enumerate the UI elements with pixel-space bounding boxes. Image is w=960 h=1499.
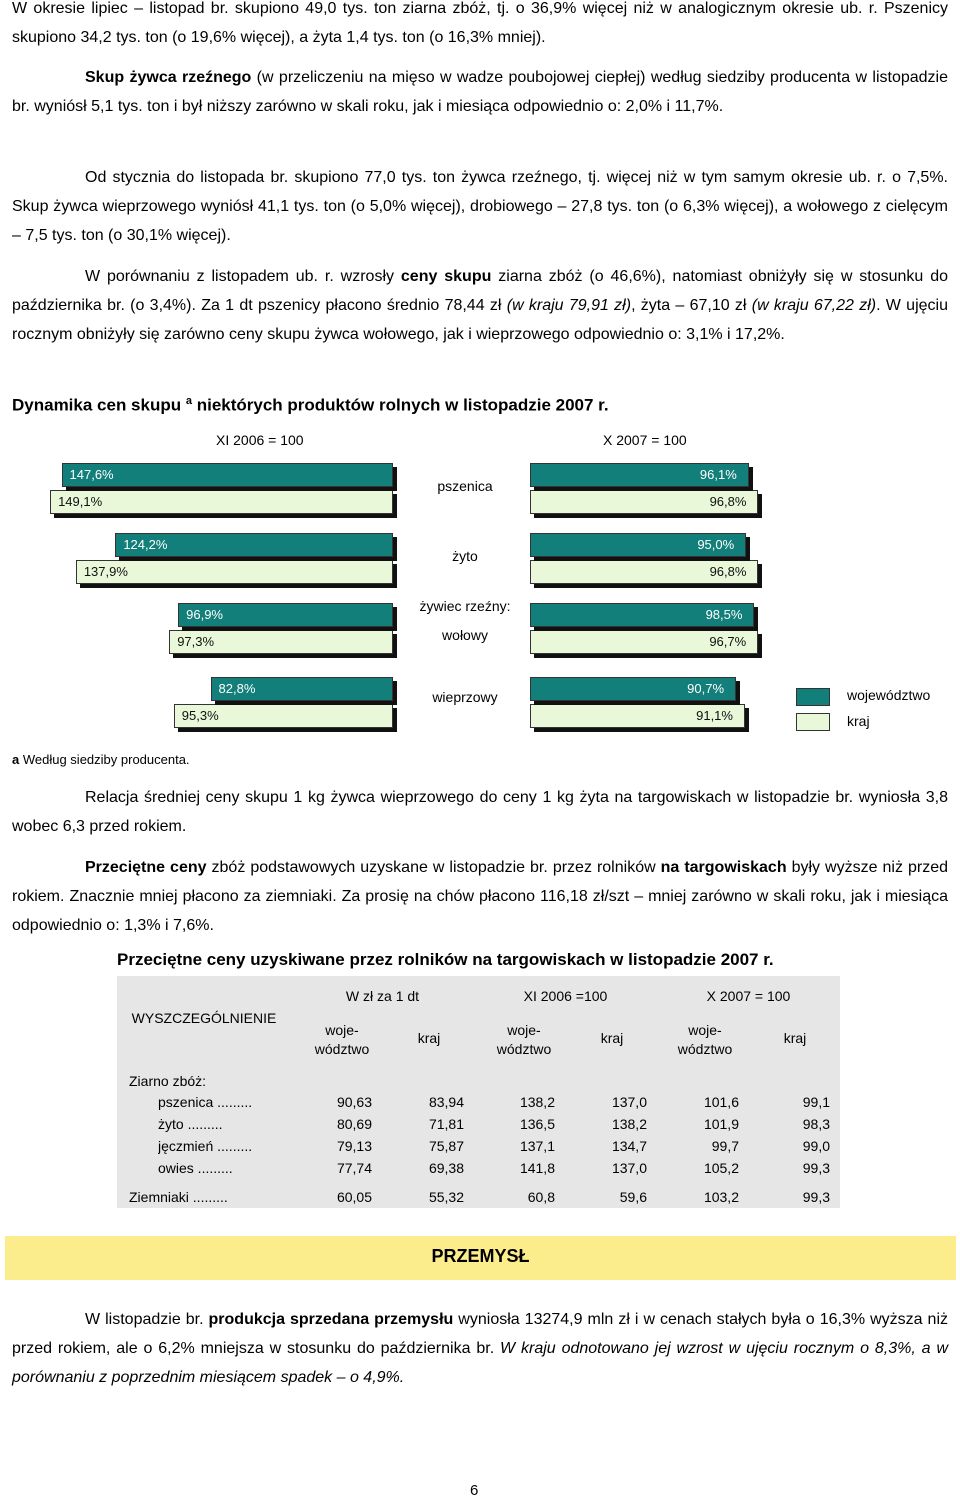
row-label: żyto ......... [158, 1116, 223, 1132]
table-cell: 136,5 [519, 1116, 555, 1132]
table-cell: 101,9 [703, 1116, 739, 1132]
col-group-x2007: X 2007 = 100 [706, 988, 791, 1004]
table-cell: 137,0 [611, 1094, 647, 1110]
table-cell: 103,2 [703, 1189, 739, 1205]
sub-woj-3: woje- wództwo [677, 1022, 733, 1057]
group-label: Ziarno zbóż: [129, 1073, 207, 1089]
table-cell: 99,1 [802, 1094, 830, 1110]
bar-left-woj-1 [115, 533, 393, 557]
bar-left-kraj-2 [169, 630, 393, 654]
category-zyto: żyto [452, 548, 478, 564]
bar-right-woj-2 [530, 603, 754, 627]
legend-swatch-wojewodztwo [796, 688, 830, 706]
table-cell: 137,0 [611, 1160, 647, 1176]
table-cell: 99,3 [802, 1189, 830, 1205]
market-prices-table [117, 976, 840, 1208]
bar-left-woj-2 [178, 603, 393, 627]
bar-left-woj-1-label: 124,2% [123, 537, 168, 552]
table-cell: 98,3 [802, 1116, 830, 1132]
sub-kraj-2: kraj [600, 1030, 624, 1046]
table-cell: 137,1 [519, 1138, 555, 1154]
bar-left-kraj-0-label: 149,1% [58, 494, 103, 509]
table-cell: 101,6 [703, 1094, 739, 1110]
bar-right-kraj-2 [530, 630, 758, 654]
table-cell: 79,13 [336, 1138, 372, 1154]
table-cell: 99,0 [802, 1138, 830, 1154]
panel-right-heading: X 2007 = 100 [603, 432, 687, 448]
table-cell: 99,3 [802, 1160, 830, 1176]
bar-right-woj-0-label: 96,1% [699, 467, 737, 482]
row-label: owies ......... [158, 1160, 233, 1176]
legend-label-kraj: kraj [847, 713, 870, 729]
bar-left-kraj-2-label: 97,3% [177, 634, 215, 649]
bar-left-kraj-3 [174, 704, 393, 728]
bar-left-woj-2-label: 96,9% [186, 607, 223, 622]
bar-right-woj-1 [530, 533, 746, 557]
paragraph-relation: Relacja średniej ceny skupu 1 kg żywca wieprzowego do ceny 1 kg żyta na targowiskach w listopadzie br. wyniosła 3,8 wobec 6,3 przed rokiem. [12, 789, 948, 835]
bar-left-woj-0 [62, 463, 393, 487]
bar-left-woj-3 [211, 677, 393, 701]
category-zywiec: żywiec rzeźny: [419, 598, 511, 614]
category-pszenica: pszenica [437, 478, 493, 494]
row-label: Ziemniaki ......... [129, 1189, 228, 1205]
bar-right-kraj-3 [530, 704, 745, 728]
row-header: WYSZCZEGÓLNIENIE [131, 1010, 277, 1026]
category-wolowy: wołowy [442, 627, 488, 643]
table-cell: 59,6 [619, 1189, 647, 1205]
bar-right-woj-0 [530, 463, 749, 487]
sub-woj-2: woje- wództwo [496, 1022, 552, 1057]
bar-right-woj-3 [530, 677, 736, 701]
table-cell: 141,8 [519, 1160, 555, 1176]
bar-left-kraj-0 [50, 490, 393, 514]
bar-left-kraj-1 [76, 560, 393, 584]
col-group-xi2006: XI 2006 =100 [523, 988, 608, 1004]
paragraph-market-prices: Przeciętne ceny zbóż podstawowych uzyskane w listopadzie br. przez rolników na targowiskach były wyższe niż przed rokiem. Znacznie mniej płacono za ziemniaki. Za prosię na chów płacono 116,18 zł/szt – mniej zarówno w skali roku, jak i miesiąca odpowiednio o: 1,3% i 7,6%. [12, 859, 948, 934]
table-cell: 75,87 [428, 1138, 464, 1154]
paragraph-grain-purchase: W okresie lipiec – listopad br. skupiono 49,0 tys. ton ziarna zbóż, tj. o 36,9% więcej niż w analogicznym okresie ub. r. Pszenicy skupiono 34,2 tys. ton (o 19,6% więcej), a żyta 1,4 tys. ton (o 16,3% mniej). [12, 0, 948, 46]
legend-swatch-kraj [796, 713, 830, 731]
table-cell: 80,69 [336, 1116, 372, 1132]
category-wieprzowy: wieprzowy [432, 689, 498, 705]
bar-right-woj-1-label: 95,0% [697, 537, 735, 552]
panel-left-heading: XI 2006 = 100 [216, 432, 304, 448]
sub-kraj-1: kraj [417, 1030, 441, 1046]
table-cell: 69,38 [428, 1160, 464, 1176]
bar-right-woj-2-label: 98,5% [705, 607, 743, 622]
table-cell: 134,7 [611, 1138, 647, 1154]
sub-woj-1: woje- wództwo [314, 1022, 370, 1057]
bar-right-kraj-0 [530, 490, 758, 514]
bar-right-kraj-1 [530, 560, 758, 584]
bar-right-woj-3-label: 90,7% [687, 681, 725, 696]
table-cell: 77,74 [336, 1160, 372, 1176]
legend-label-wojewodztwo: województwo [847, 687, 931, 703]
col-group-zl: W zł za 1 dt [345, 988, 420, 1004]
section-banner [5, 1236, 956, 1280]
table-cell: 83,94 [428, 1094, 464, 1110]
table-cell: 60,05 [336, 1189, 372, 1205]
bar-right-kraj-3-label: 91,1% [696, 708, 733, 723]
bar-right-kraj-2-label: 96,7% [709, 634, 747, 649]
bar-left-kraj-1-label: 137,9% [83, 564, 128, 579]
chart-footnote: a Według siedziby producenta. [12, 752, 190, 767]
row-label: pszenica ......... [158, 1094, 253, 1110]
table-cell: 55,32 [428, 1189, 464, 1205]
table-cell: 90,63 [336, 1094, 372, 1110]
bar-right-kraj-0-label: 96,8% [709, 494, 747, 509]
paragraph-prices: W porównaniu z listopadem ub. r. wzrosły ceny skupu ziarna zbóż (o 46,6%), natomiast obniżyły się w stosunku do października br. (o 3,4%). Za 1 dt pszenicy płacono średnio 78,44 zł (w kraju 79,91 zł), żyta – 67,10 zł (w kraju 67,22 zł). W ujęciu rocznym obniżyły się zarówno ceny skupu żywca wołowego, jak i wieprzowego odpowiednio o: 3,1% i 17,2%. [12, 268, 949, 343]
table-cell: 138,2 [519, 1094, 555, 1110]
table-cell: 138,2 [611, 1116, 647, 1132]
paragraph-livestock-purchase: Skup żywca rzeźnego (w przeliczeniu na mięso w wadze poubojowej ciepłej) według siedziby producenta w listopadzie br. wyniósł 5,1 tys. ton i był niższy zarówno w skali roku, jak i miesiąca odpowiednio o: 2,0% i 11,7%. [12, 69, 948, 115]
paragraph-industry: W listopadzie br. produkcja sprzedana przemysłu wyniosła 13274,9 mln zł i w cenach stałych była o 16,3% wyższa niż przed rokiem, ale o 6,2% mniejsza w stosunku do października br. W kraju odnotowano jej wzrost w ujęciu rocznym o 8,3%, a w porównaniu z poprzednim miesiącem spadek – o 4,9%. [12, 1311, 949, 1386]
table-cell: 105,2 [703, 1160, 739, 1176]
row-label: jęczmień ......... [158, 1138, 253, 1154]
sub-kraj-3: kraj [783, 1030, 807, 1046]
livestock-heading-inline: Skup żywca rzeźnego [85, 69, 252, 86]
paragraph-jan-nov: Od stycznia do listopada br. skupiono 77,0 tys. ton żywca rzeźnego, tj. więcej niż w tym samym okresie ub. r. o 7,5%. Skup żywca wieprzowego wyniósł 41,1 tys. ton (o 5,0% więcej), drobiowego – 27,8 tys. ton (o 6,3% więcej), a wołowego z cielęcym – 7,5 tys. ton (o 30,1% więcej). [12, 169, 948, 244]
table-title: Przeciętne ceny uzyskiwane przez rolników na targowiskach w listopadzie 2007 r. [117, 950, 774, 969]
bar-left-woj-3-label: 82,8% [218, 681, 256, 696]
page-number: 6 [470, 1482, 479, 1499]
table-cell: 71,81 [428, 1116, 464, 1132]
chart-title: Dynamika cen skupu $^a$ niektórych produktów rolnych w listopadzie 2007 r. [12, 395, 609, 415]
bar-left-kraj-3-label: 95,3% [181, 708, 219, 723]
table-cell: 99,7 [711, 1138, 739, 1154]
section-title: PRZEMYSŁ [431, 1246, 530, 1266]
bar-left-woj-0-label: 147,6% [69, 467, 114, 482]
bar-right-kraj-1-label: 96,8% [709, 564, 747, 579]
table-cell: 60,8 [527, 1189, 555, 1205]
